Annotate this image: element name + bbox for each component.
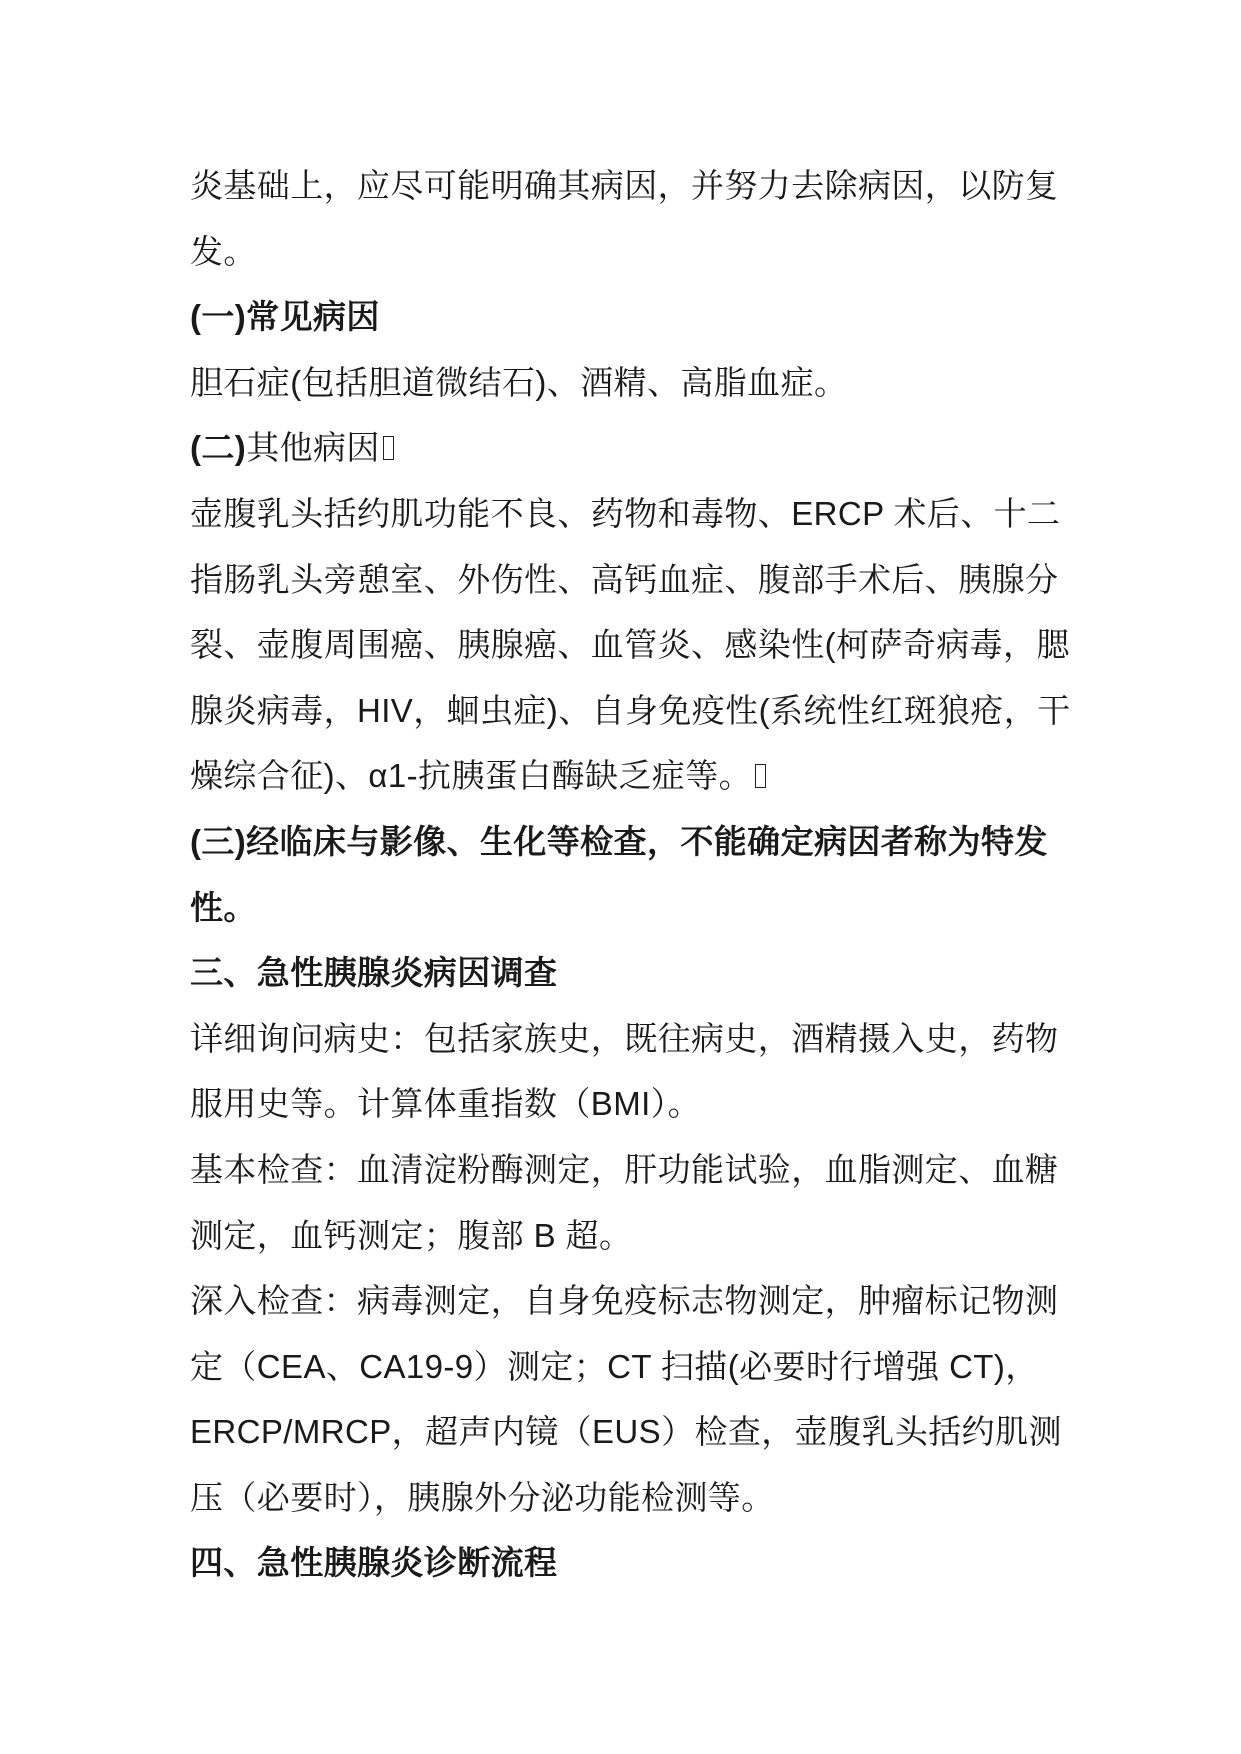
- section3-text-line: 基本检查：血清淀粉酶测定，肝功能试验，血脂测定、血糖: [190, 1150, 1059, 1188]
- section-heading-etiology-investigation: 三、急性胰腺炎病因调查: [190, 954, 558, 992]
- section-heading-diagnostic-flow: 四、急性胰腺炎诊断流程: [190, 1544, 558, 1582]
- other-causes-title: 其他病因: [246, 429, 380, 467]
- subheading-idiopathic: 性。: [190, 888, 257, 926]
- body-text-line: 发。: [190, 232, 257, 270]
- section3-text-line: 定（CEA、CA19-9）测定；CT 扫描(必要时行增强 CT)，: [190, 1347, 1039, 1385]
- section3-text-line: 深入检查：病毒测定，自身免疫标志物测定，肿瘤标记物测: [190, 1282, 1059, 1320]
- subheading-idiopathic: (三)经临床与影像、生化等检查，不能确定病因者称为特发: [190, 822, 1048, 860]
- other-causes-text-last: 燥综合征)、α1-抗胰蛋白酶缺乏症等。: [190, 757, 753, 795]
- subheading-other-causes: [190, 415, 1241, 481]
- section3-text-line: 测定，血钙测定；腹部 B 超。: [190, 1216, 633, 1254]
- common-causes-text: 胆石症(包括胆道微结石)、酒精、高脂血症。: [190, 363, 848, 401]
- other-causes-text-line: 裂、壶腹周围癌、胰腺癌、血管炎、感染性(柯萨奇病毒，腮: [190, 626, 1070, 664]
- other-causes-label: (二): [190, 429, 247, 467]
- other-causes-text-line: 指肠乳头旁憩室、外伤性、高钙血症、腹部手术后、胰腺分: [190, 560, 1059, 598]
- section3-text-line: 服用史等。计算体重指数（BMI）。: [190, 1085, 701, 1123]
- subheading-common-causes: (一)常见病因: [190, 298, 380, 336]
- missing-glyph-box: [383, 436, 394, 460]
- section3-text-line: ERCP/MRCP，超声内镜（EUS）检查，壶腹乳头括约肌测: [190, 1413, 1062, 1451]
- missing-glyph-box: [755, 764, 766, 788]
- other-causes-text-line: 壶腹乳头括约肌功能不良、药物和毒物、ERCP 术后、十二: [190, 494, 1061, 532]
- section3-text-line: 详细询问病史：包括家族史，既往病史，酒精摄入史，药物: [190, 1019, 1059, 1057]
- section3-text-line: 压（必要时），胰腺外分泌功能检测等。: [190, 1478, 775, 1516]
- body-text-line: 炎基础上，应尽可能明确其病因，并努力去除病因，以防复: [190, 167, 1059, 204]
- other-causes-text-line: [190, 743, 1241, 809]
- other-causes-text-line: 腺炎病毒，HIV，蛔虫症)、自身免疫性(系统性红斑狼疮，干: [190, 691, 1071, 729]
